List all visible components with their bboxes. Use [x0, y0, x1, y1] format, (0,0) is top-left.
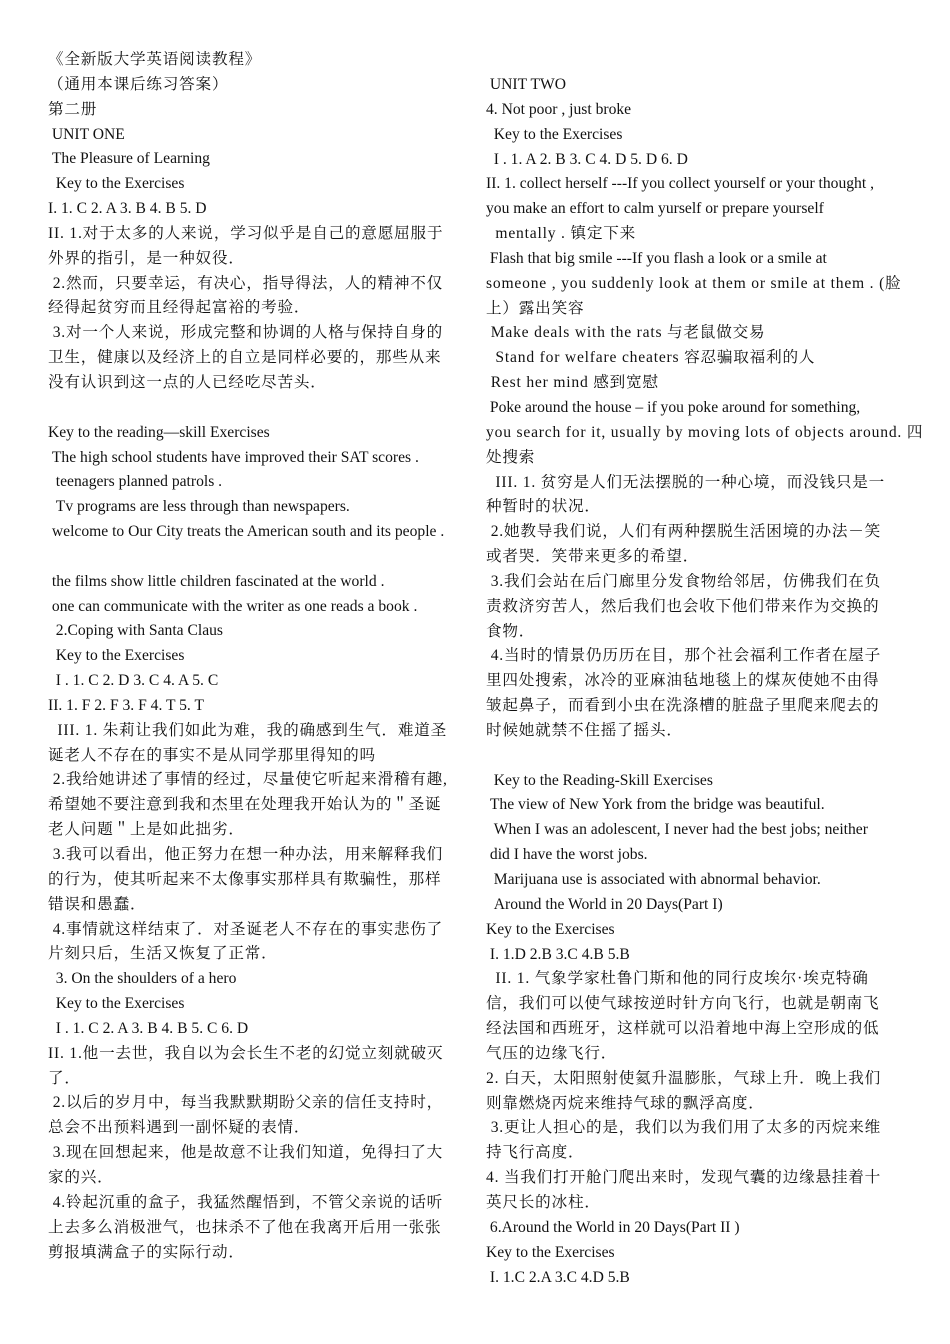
text-line: Key to the Exercises [486, 1243, 615, 1261]
text-line: Make deals with the rats 与老鼠做交易 [486, 324, 766, 342]
text-line: Tv programs are less through than newspapers. [48, 498, 350, 516]
text-line: 2.Coping with Santa Claus [48, 622, 223, 640]
text-line: 3.更让人担心的是，我们以为我们用了太多的丙烷来维 [486, 1119, 882, 1137]
text-line [48, 545, 472, 570]
text-line: Key to the Reading-Skill Exercises [486, 771, 713, 789]
text-line: 2.然而，只要幸运，有决心，指导得法，人的精神不仅 [48, 274, 444, 292]
text-line: 气压的边缘飞行． [486, 1044, 618, 1062]
text-line: I. 1.D 2.B 3.C 4.B 5.B [486, 945, 630, 963]
text-line: 3.我们会站在后门廊里分发食物给邻居，仿佛我们在负 [486, 572, 882, 590]
text-line: The Pleasure of Learning [48, 150, 210, 168]
text-line: Flash that big smile ---If you flash a look or a smile at [486, 249, 827, 267]
text-line: I . 1. A 2. B 3. C 4. D 5. D 6. D [486, 150, 688, 168]
text-line: 经法国和西班牙，这样就可以沿着地中海上空形成的低 [486, 1020, 880, 1038]
text-line: Key to the reading—skill Exercises [48, 423, 270, 441]
text-line: 3. On the shoulders of a hero [48, 970, 237, 988]
text-line: 3.对一个人来说，形成完整和协调的人格与保持自身的 [48, 324, 444, 342]
text-line: 的行为，使其听起来不太像事实那样具有欺骗性，那样 [48, 870, 442, 888]
text-line: 家的兴． [48, 1168, 114, 1186]
text-line: Poke around the house – if you poke around for something, [486, 398, 861, 416]
text-line: Key to the Exercises [486, 920, 615, 938]
text-line: UNIT TWO [486, 76, 566, 93]
text-line: did I have the worst jobs. [486, 846, 648, 864]
text-line: 时候她就禁不住摇了摇头． [486, 721, 683, 739]
text-line: 第二册 [48, 100, 98, 118]
right-column [486, 73, 924, 1290]
text-line: 经得起贫穷而且经得起富裕的考验． [48, 299, 311, 317]
text-line: the films show little children fascinated at the world . [48, 572, 385, 590]
text-line: II. 1. collect herself ---If you collect yourself or your thought , [486, 175, 874, 193]
text-line: 《全新版大学英语阅读教程》 [48, 51, 262, 68]
text-line: 了． [48, 1069, 81, 1087]
text-line: 4. 当我们打开舱门爬出来时，发现气囊的边缘悬挂着十 [486, 1169, 882, 1187]
text-line: 2.以后的岁月中，每当我默默期盼父亲的信任支持时， [48, 1094, 444, 1112]
text-line: Around the World in 20 Days(Part I) [486, 895, 723, 913]
text-line: Rest her mind 感到宽慰 [486, 374, 659, 392]
text-line: 责救济穷苦人，然后我们也会收下他们带来作为交换的 [486, 597, 880, 615]
text-line: 持飞行高度． [486, 1144, 585, 1162]
text-line: one can communicate with the writer as one reads a book . [48, 597, 418, 615]
text-line: 种暂时的状况． [486, 498, 601, 516]
text-line: 2. 白天，太阳照射使氦升温膨胀，气球上升．晚上我们 [486, 1069, 882, 1087]
text-line: 食物． [486, 622, 536, 640]
text-line: 错误和愚蠢． [48, 895, 147, 913]
text-line: 信，我们可以使气球按逆时针方向飞行，也就是朝南飞 [486, 995, 880, 1013]
text-line: 3.现在回想起来，他是故意不让我们知道，免得扫了大 [48, 1144, 444, 1162]
text-line: 2.她教导我们说，人们有两种摆脱生活困境的办法－笑 [486, 523, 882, 541]
text-line: The view of New York from the bridge was beautiful. [486, 796, 825, 814]
text-line: I. 1. C 2. A 3. B 4. B 5. D [48, 200, 207, 218]
text-line: II. 1. 气象学家杜鲁门斯和他的同行皮埃尔·埃克特确 [486, 970, 869, 988]
text-line: teenagers planned patrols . [48, 473, 223, 491]
text-line: The high school students have improved their SAT scores . [48, 448, 419, 466]
text-line: Key to the Exercises [486, 125, 623, 143]
text-line: 剪报填满盒子的实际行动． [48, 1243, 245, 1261]
text-line: 2.我给她讲述了事情的经过，尽量使它听起来滑稽有趣, [48, 771, 448, 789]
text-line: 里四处搜索，冰冷的亚麻油毡地毯上的煤灰使她不由得 [486, 672, 880, 690]
text-line: 则靠燃烧丙烷来维持气球的飘浮高度． [486, 1094, 765, 1112]
text-line: 4.事情就这样结束了．对圣诞老人不存在的事实悲伤了 [48, 920, 444, 938]
text-line: UNIT ONE [48, 125, 125, 143]
text-line: 卫生，健康以及经济上的自立是同样必要的，那些从来 [48, 349, 442, 367]
text-line: welcome to Our City treats the American south and its people . [48, 523, 445, 541]
text-line: Marijuana use is associated with abnormal behavior. [486, 871, 821, 888]
text-line: 4. Not poor , just broke [486, 100, 632, 118]
left-column [48, 48, 472, 1265]
text-line: I . 1. C 2. D 3. C 4. A 5. C [48, 672, 219, 690]
text-line: you search for it, usually by moving lots of objects around. 四 [486, 423, 924, 441]
text-line: 或者哭．笑带来更多的希望． [486, 548, 700, 566]
text-line: II. 1. F 2. F 3. F 4. T 5. T [48, 696, 204, 714]
text-line: 诞老人不存在的事实不是从同学那里得知的吗 [48, 746, 376, 764]
text-line: III. 1. 贫穷是人们无法摆脱的一种心境，而没钱只是一 [486, 473, 886, 491]
text-line: I. 1.C 2.A 3.C 4.D 5.B [486, 1268, 630, 1286]
text-line: When I was an adolescent, I never had the best jobs; neither [486, 821, 868, 839]
text-line: 皱起鼻子，而看到小虫在洗涤槽的脏盘子里爬来爬去的 [486, 697, 880, 715]
text-line: you make an effort to calm yurself or prepare yourself [486, 200, 824, 218]
text-line: 片刻只后，生活又恢复了正常． [48, 945, 278, 963]
text-line: 上去多么消极泄气，也抹杀不了他在我离开后用一张张 [48, 1218, 442, 1236]
text-line: 3.我可以看出，他正努力在想一种办法，用来解释我们 [48, 846, 444, 863]
text-line: 上）露出笑容 [486, 299, 585, 317]
text-line: Key to the Exercises [48, 175, 185, 193]
text-line: 没有认识到这一点的人已经吃尽苦头． [48, 373, 327, 391]
text-line: mentally . 镇定下来 [486, 225, 637, 243]
text-line: 希望她不要注意到我和杰里在处理我开始认为的＂圣诞 [48, 796, 442, 814]
text-line: Stand for welfare cheaters 容忍骗取福利的人 [486, 349, 816, 367]
text-line: II. 1.他一去世，我自以为会长生不老的幻觉立刻就破灭 [48, 1044, 444, 1062]
text-line [486, 744, 906, 769]
text-line: III. 1. 朱莉让我们如此为难，我的确感到生气．难道圣 [48, 721, 448, 739]
text-line: （通用本课后练习答案） [48, 75, 229, 93]
text-line [48, 396, 472, 421]
text-line: 6.Around the World in 20 Days(Part II ) [486, 1218, 740, 1236]
text-line: Key to the Exercises [48, 647, 185, 665]
text-line: Key to the Exercises [48, 995, 185, 1013]
text-line: II. 1.对于太多的人来说，学习似乎是自己的意愿屈服于 [48, 224, 444, 242]
text-line: 总会不出预料遇到一副怀疑的表情． [48, 1119, 311, 1137]
text-line: 处搜索 [486, 448, 536, 466]
text-line: 外界的指引，是一种奴役． [48, 249, 245, 267]
text-line: 老人问题＂上是如此拙劣． [48, 821, 245, 839]
text-line: 英尺长的冰柱． [486, 1193, 601, 1211]
text-line: 4.铃起沉重的盒子，我猛然醒悟到，不管父亲说的话听 [48, 1193, 444, 1211]
text-line: 4.当时的情景仍历历在目，那个社会福利工作者在屋子 [486, 647, 882, 665]
text-line: someone , you suddenly look at them or smile at them . (脸 [486, 274, 902, 292]
text-line: I . 1. C 2. A 3. B 4. B 5. C 6. D [48, 1019, 249, 1037]
